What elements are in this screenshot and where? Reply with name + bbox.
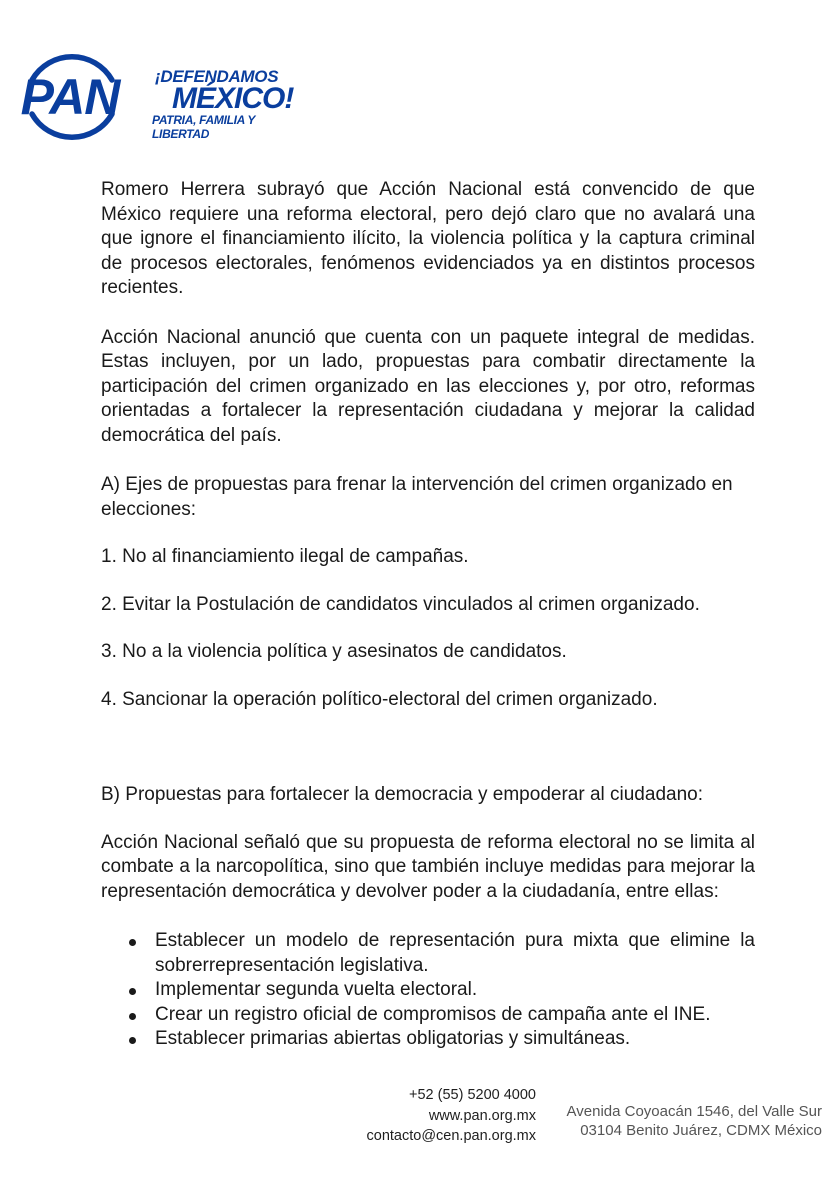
footer-address	[567, 1102, 822, 1140]
address-line-1: Avenida Coyoacán 1546, del Valle Sur	[566, 1103, 822, 1120]
paragraph-3: Acción Nacional señaló que su propuesta de reforma electoral no se limita al combate a la narcopolítica, sino que también incluye medidas para mejorar la representación democrática y devolver poder a la ciudadanía, entre ellas:	[101, 831, 755, 902]
footer-phone: +52 (55) 5200 4000	[409, 1087, 536, 1103]
footer-website[interactable]: www.pan.org.mx	[428, 1107, 536, 1124]
bullet-list	[101, 929, 755, 1052]
bullet-icon	[129, 988, 136, 995]
footer-email[interactable]: contacto@cen.pan.org.mx	[366, 1128, 536, 1144]
bullet-item	[101, 978, 755, 1003]
list-item: 4. Sancionar la operación político-electoral del crimen organizado.	[101, 688, 658, 710]
slogan-line-3: PATRIA, FAMILIA Y LIBERTAD	[152, 113, 255, 141]
section-b-heading: B) Propuestas para fortalecer la democracia y empoderar al ciudadano:	[101, 784, 703, 805]
bullet-icon	[129, 1013, 136, 1020]
footer-contact	[367, 1085, 536, 1147]
slogan-line-2: MÉXICO!	[172, 82, 294, 115]
bullet-text: Implementar segunda vuelta electoral.	[155, 979, 478, 1000]
bullet-item	[101, 1003, 755, 1028]
bullet-item	[101, 929, 755, 978]
section-a-heading: A) Ejes de propuestas para frenar la intervención del crimen organizado en elecciones:	[101, 474, 733, 520]
bullet-text: Crear un registro oficial de compromisos de campaña ante el INE.	[155, 1003, 711, 1025]
bullet-icon	[129, 939, 136, 946]
list-item: 3. No a la violencia política y asesinatos de candidatos.	[101, 641, 567, 662]
bullet-text: Establecer un modelo de representación pura mixta que elimine la sobrerrepresentación legislativa.	[155, 930, 755, 976]
list-item: 1. No al financiamiento ilegal de campañas.	[101, 546, 469, 567]
paragraph-1: Romero Herrera subrayó que Acción Nacional está convencido de que México requiere una reforma electoral, pero dejó claro que no avalará una que ignore el financiamiento ilícito, la violencia política y la captura criminal de procesos electorales, fenómenos evidenciados ya en distintos procesos recientes.	[101, 179, 755, 298]
address-line-2: 03104 Benito Juárez, CDMX México	[580, 1122, 822, 1139]
slogan-line-1: ¡DEFENDAMOS	[155, 67, 279, 86]
list-item: 2. Evitar la Postulación de candidatos vinculados al crimen organizado.	[101, 593, 700, 615]
pan-logo-text: PAN	[20, 69, 120, 125]
letterhead	[8, 48, 308, 158]
bullet-text: Establecer primarias abiertas obligatorias y simultáneas.	[155, 1028, 631, 1049]
bullet-item	[101, 1027, 755, 1052]
pan-logo	[8, 48, 134, 146]
paragraph-2: Acción Nacional anunció que cuenta con un paquete integral de medidas. Estas incluyen, por un lado, propuestas para combatir directamente la participación del crimen organizado en las elecciones y, por otro, reformas orientadas a fortalecer la representación ciudadana y mejorar la calidad democrática del país.	[101, 326, 755, 446]
document-body	[101, 178, 755, 1052]
campaign-slogan	[152, 67, 308, 141]
bullet-icon	[129, 1037, 136, 1044]
